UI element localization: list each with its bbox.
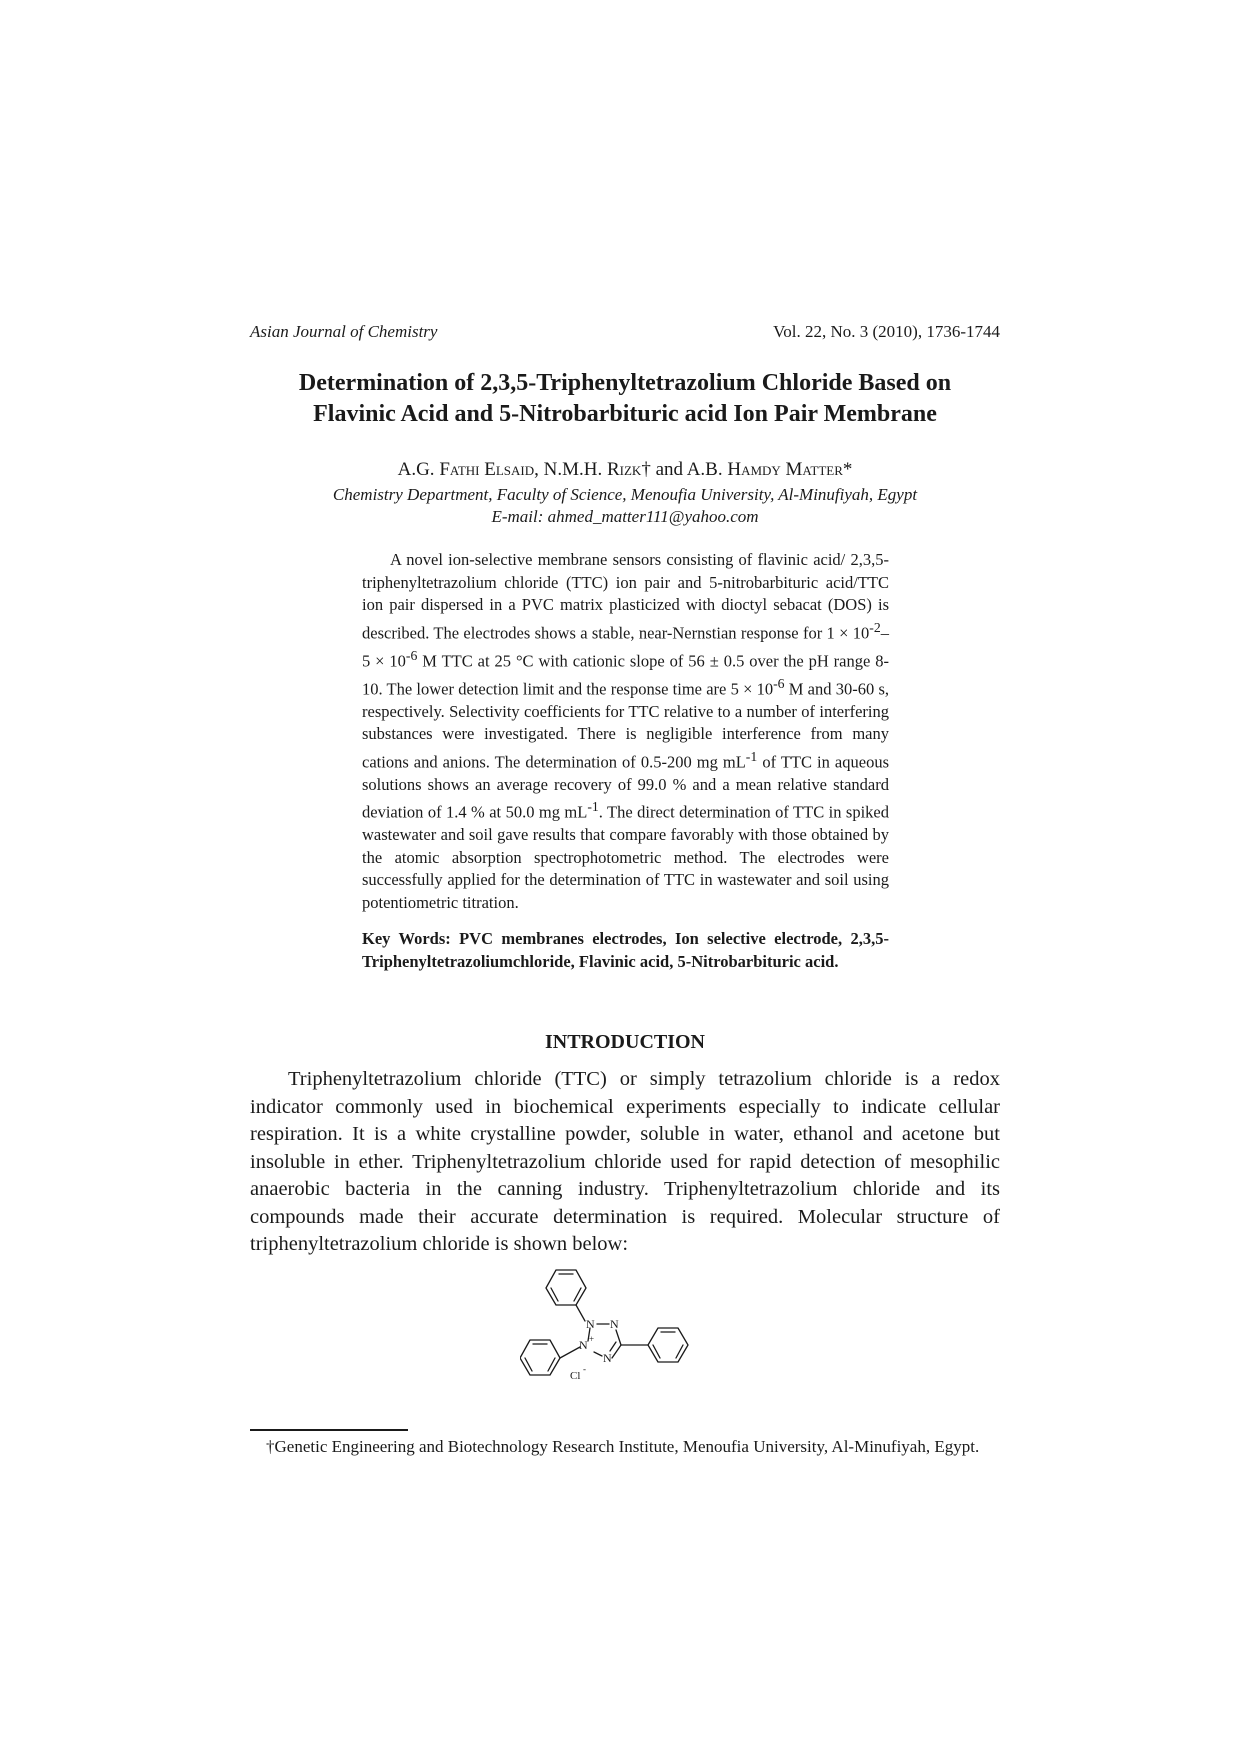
author-3-mark: * xyxy=(842,459,853,480)
nitrogen-label-1: N xyxy=(586,1317,595,1331)
title-line-2: Flavinic Acid and 5-Nitrobarbituric acid Ion Pair Membrane xyxy=(313,401,937,427)
abstract-exponent-5: -1 xyxy=(587,799,599,814)
author-2-name: Rizk xyxy=(606,459,642,480)
nitrogen-label-3: N xyxy=(579,1338,588,1352)
negative-charge: - xyxy=(583,1364,586,1374)
abstract-text-3: M TTC at 25 °C with cationic slope of 56 ± 0.5 over the pH range 8-10. The lower detection limit and the response time are 5 × 10 xyxy=(362,651,889,698)
abstract-text-1: A novel ion-selective membrane sensors consisting of flavinic acid/ 2,3,5-triphenyltetrazolium chloride (TTC) ion pair and 5-nitrobarbituric acid/TTC ion pair dispersed in a PVC matrix plasticized with dioctyl sebacat (DOS) is described. The electrodes shows a stable, near-Nernstian response for 1 × 10 xyxy=(362,550,889,642)
ttc-molecular-structure xyxy=(520,1268,730,1418)
author-3-name: Hamdy Matter xyxy=(727,459,843,480)
nitrogen-label-4: N xyxy=(603,1351,612,1365)
footnote-divider xyxy=(250,1429,408,1431)
author-list xyxy=(250,458,1000,482)
abstract-exponent-4: -1 xyxy=(745,748,758,764)
ttc-structure-drawing xyxy=(520,1268,730,1418)
author-1-name: Fathi Elsaid xyxy=(439,459,535,480)
left-phenyl-ring xyxy=(520,1340,560,1375)
volume-info: Vol. 22, No. 3 (2010), 1736-1744 xyxy=(773,322,1000,341)
running-head xyxy=(250,322,1000,348)
section-heading-introduction: INTRODUCTION xyxy=(544,1031,706,1053)
paper-title xyxy=(250,368,1000,430)
author-email: E-mail: ahmed_matter111@yahoo.com xyxy=(491,507,759,526)
author-1-initials: A.G. xyxy=(397,459,440,480)
abstract-exponent-1: -2 xyxy=(869,619,881,635)
abstract-text-6: . The direct determination of TTC in spiked wastewater and soil gave results that compare favorably with those obtained by the atomic absorption spectrophotometric method. The electrodes were successfully applied for the determination of TTC in wastewater and soil using potentiometric titration. xyxy=(362,802,889,912)
abstract-exponent-2: -6 xyxy=(405,647,418,663)
footnote-text: †Genetic Engineering and Biotechnology Research Institute, Menoufia University, Al-Minufiyah, Egypt. xyxy=(266,1437,980,1456)
title-line-1: Determination of 2,3,5-Triphenyltetrazolium Chloride Based on xyxy=(298,370,952,396)
abstract-text-5: of TTC in aqueous solutions shows an average recovery of 99.0 % and a mean relative standard deviation of 1.4 % at 50.0 mg mL xyxy=(362,752,889,822)
journal-name: Asian Journal of Chemistry xyxy=(250,322,438,341)
abstract-text-2: –5 × 10 xyxy=(362,623,889,670)
abstract-exponent-3: -6 xyxy=(773,675,785,691)
introduction-body xyxy=(250,1066,1000,1259)
author-2-mark: † xyxy=(641,459,651,480)
nitrogen-label-2: N xyxy=(610,1317,619,1331)
top-phenyl-ring xyxy=(546,1270,586,1305)
footnote xyxy=(250,1436,1000,1458)
chloride-label: Cl xyxy=(570,1370,581,1382)
author-separator-2: and A.B. xyxy=(650,459,728,480)
positive-charge: + xyxy=(589,1334,595,1344)
abstract-text-4: M and 30-60 s, respectively. Selectivity coefficients for TTC relative to a number of interfering substances were investigated. There is negligible interference from many cations and anions. The determination of 0.5-200 mg mL xyxy=(362,679,889,771)
introduction-paragraph: Triphenyltetrazolium chloride (TTC) or simply tetrazolium chloride is a redox indicator commonly used in biochemical experiments especially to indicate cellular respiration. It is a white crystalline powder, soluble in water, ethanol and acetone but insoluble in ether. Triphenyltetrazolium chloride used for rapid detection of mesophilic anaerobic bacteria in the canning industry. Triphenyltetrazolium chloride and its compounds made their accurate determination is required. Molecular structure of triphenyltetrazolium chloride is shown below: xyxy=(250,1068,1000,1255)
affiliation: Chemistry Department, Faculty of Science, Menoufia University, Al-Minufiyah, Egypt xyxy=(332,485,918,504)
author-separator-1: , N.M.H. xyxy=(534,459,607,480)
right-phenyl-ring xyxy=(648,1328,688,1362)
keywords: Key Words: PVC membranes electrodes, Ion selective electrode, 2,3,5-Triphenyltetrazoliumchloride, Flavinic acid, 5-Nitrobarbituric acid. xyxy=(362,929,889,971)
abstract-paragraph xyxy=(362,549,889,914)
abstract xyxy=(362,549,889,914)
